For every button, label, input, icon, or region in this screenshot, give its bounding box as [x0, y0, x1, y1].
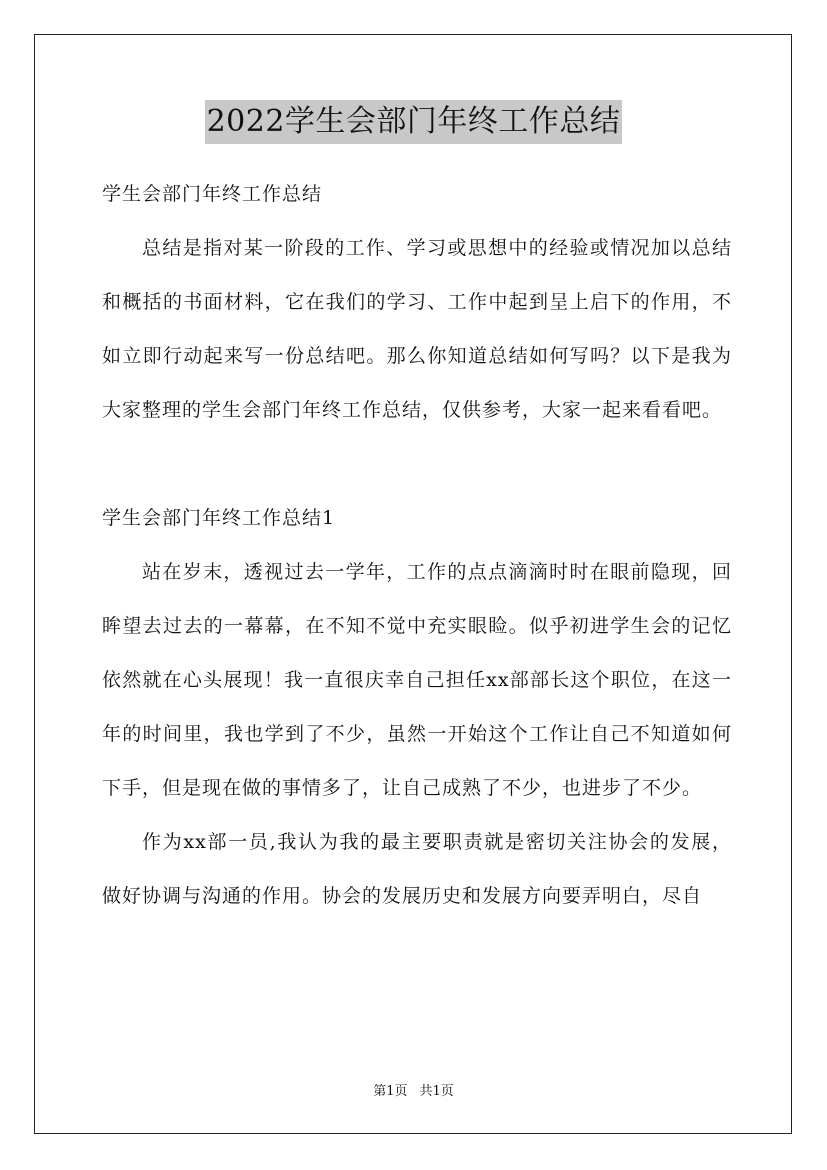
document-subtitle: 学生会部门年终工作总结 — [102, 183, 323, 205]
page-total: 共1页 — [419, 1084, 454, 1099]
intro-paragraph: 总结是指对某一阶段的工作、学习或思想中的经验或情况加以总结和概括的书面材料，它在我们的学习、工作中起到呈上启下的作用，不如立即行动起来写一份总结吧。那么你知道总结如何写吗？以下是我为大家整理的学生会部门年终工作总结，仅供参考，大家一起来看看吧。 — [102, 237, 732, 421]
section1-paragraph-1: 站在岁末，透视过去一学年，工作的点点滴滴时时在眼前隐现，回眸望去过去的一幕幕，在不知不觉中充实眼睑。似乎初进学生会的记忆依然就在心头展现！我一直很庆幸自己担任xx部部长这个职位，在这一年的时间里，我也学到了不少，虽然一开始这个工作让自己不知道如何下手，但是现在做的事情多了，让自己成熟了不少，也进步了不少。 — [102, 561, 732, 799]
page-number: 第1页 — [373, 1084, 408, 1099]
page-footer — [0, 1083, 827, 1101]
document-body — [102, 167, 732, 923]
document-title: 2022学生会部门年终工作总结 — [205, 100, 623, 144]
paragraph-gap — [102, 437, 732, 491]
section1-paragraph-2: 作为xx部一员,我认为我的最主要职责就是密切关注协会的发展，做好协调与沟通的作用。协会的发展历史和发展方向要弄明白，尽自 — [102, 831, 732, 907]
title-container — [0, 100, 827, 144]
section1-heading: 学生会部门年终工作总结1 — [102, 507, 336, 529]
